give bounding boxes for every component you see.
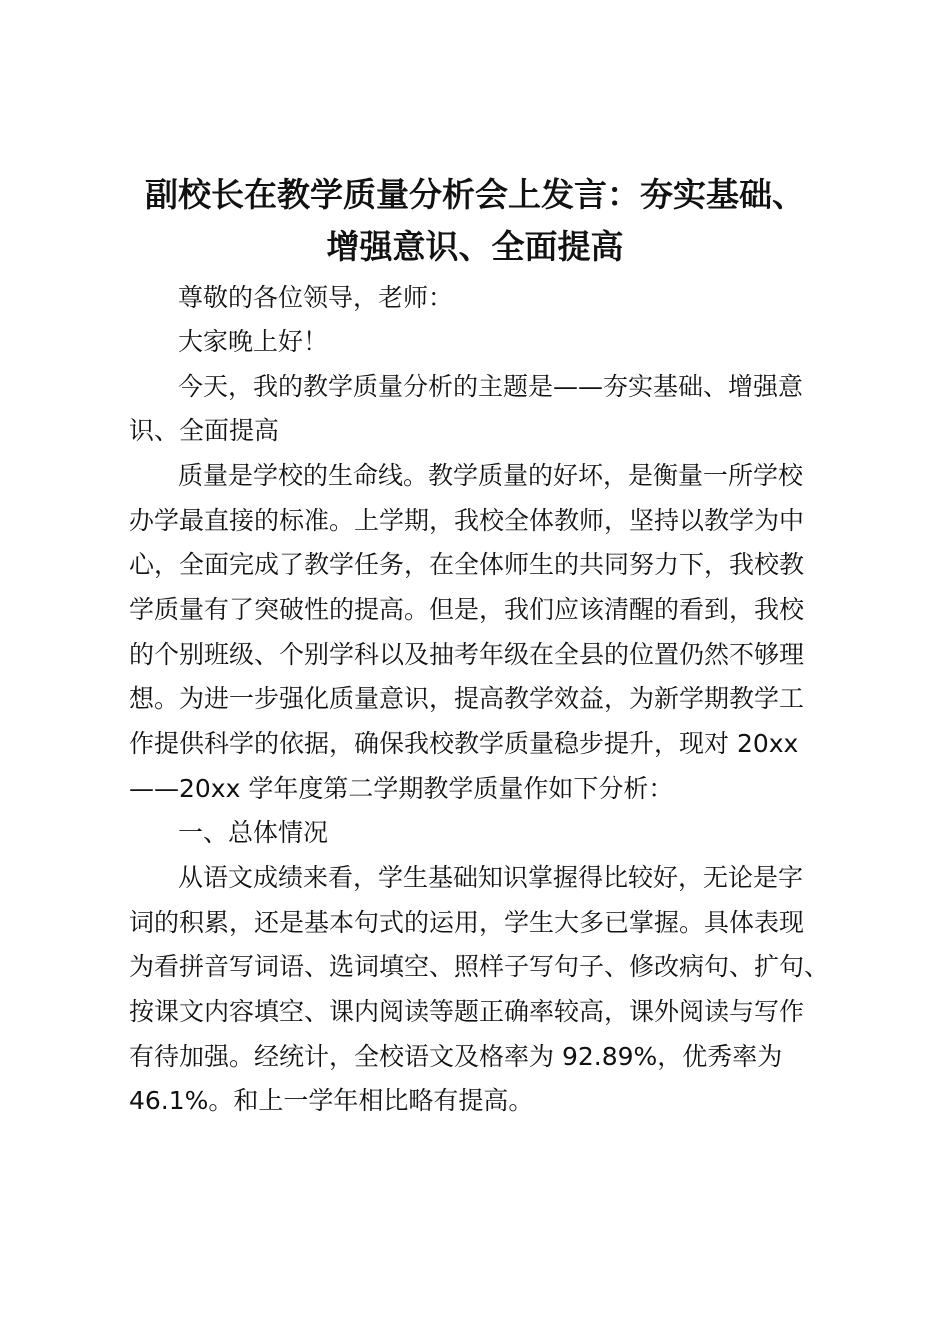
greeting: 大家晚上好！ [178, 327, 329, 356]
body-line: 想。为进一步强化质量意识，提高教学效益，为新学期教学工 [129, 684, 805, 713]
body-line: ——20xx 学年度第二学期教学质量作如下分析： [129, 774, 674, 803]
body-line: 今天，我的教学质量分析的主题是——夯实基础、增强意 [178, 372, 804, 401]
section-heading: 一、总体情况 [178, 818, 329, 847]
body-line: 为看拼音写词语、选词填空、照样子写句子、修改病句、扩句、 [129, 952, 830, 981]
body-line: 的个别班级、个别学科以及抽考年级在全县的位置仍然不够理 [129, 640, 805, 669]
body-line: 词的积累，还是基本句式的运用，学生大多已掌握。具体表现 [129, 908, 805, 937]
document-title-line-2: 增强意识、全面提高 [326, 227, 624, 266]
body-line: 46.1%。和上一学年相比略有提高。 [129, 1086, 534, 1115]
body-line: 从语文成绩来看，学生基础知识掌握得比较好，无论是字 [178, 863, 804, 892]
document-title-line-1: 副校长在教学质量分析会上发言：夯实基础、 [145, 175, 805, 214]
salutation: 尊敬的各位领导，老师： [178, 283, 454, 312]
body-line: 心，全面完成了教学任务，在全体师生的共同努力下，我校教 [129, 550, 805, 579]
body-line: 学质量有了突破性的提高。但是，我们应该清醒的看到，我校 [129, 595, 805, 624]
body-line: 按课文内容填空、课内阅读等题正确率较高，课外阅读与写作 [129, 997, 805, 1026]
body-line: 质量是学校的生命线。教学质量的好坏，是衡量一所学校 [178, 461, 804, 490]
body-line: 识、全面提高 [129, 416, 280, 445]
body-line: 作提供科学的依据，确保我校教学质量稳步提升，现对 20xx [129, 729, 799, 758]
body-line: 办学最直接的标准。上学期，我校全体教师，坚持以教学为中 [129, 506, 805, 535]
body-line: 有待加强。经统计，全校语文及格率为 92.89%，优秀率为 [129, 1042, 783, 1071]
